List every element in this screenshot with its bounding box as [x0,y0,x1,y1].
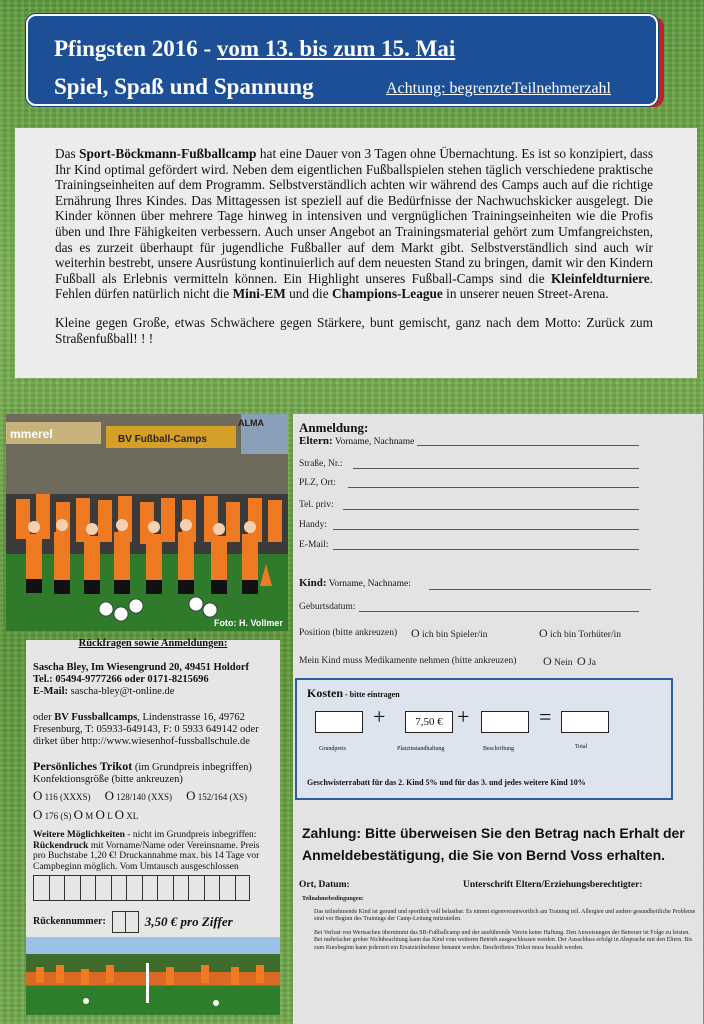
child-label: Kind: Vorname, Nachname: [299,577,411,589]
payment-note: Zahlung: Bitte überweisen Sie den Betrag nach Erhalt der Anmeldebestätigung, die Sie von Bernd Voss erhalten. [302,825,685,863]
contact-tel: Tel.: 05494-9777266 oder 0171-8215696 [33,674,209,685]
contact-panel [26,640,280,1012]
size-option[interactable]: O 176 (S) [33,807,72,822]
place-date-label: Ort, Datum: [299,880,350,890]
cost-title: Kosten - bitte eintragen [307,686,400,700]
header-banner [26,14,658,106]
plus-sign: + [373,704,386,729]
header-title: Pfingsten 2016 - vom 13. bis zum 15. Mai [54,36,456,61]
lettering-field[interactable] [481,711,529,733]
contact-title: Rückfragen sowie Anmeldungen: [78,638,228,649]
photo-banner-text-2: BV Fußball-Camps [118,434,207,445]
parents-name-line[interactable] [417,445,639,446]
equals-sign: = [539,704,552,729]
phone-label: Tel. priv: [299,500,334,510]
size-options-row-2 [33,809,273,822]
maintenance-fee-label: Platzinstandhaltung [397,746,445,752]
intro-text-box [15,128,697,378]
name-print-grid[interactable] [33,875,273,901]
intro-paragraph-1: Das Sport-Böckmann-Fußballcamp hat eine Dauer von 3 Tagen ohne Übernachtung. Es ist so konzipiert, dass Ihr Kind optimal gefördert wird. Neben dem eigentlichen Fußballspielen stehen täglich verschiedene praktische Trainingseinheiten auf dem Programm. Selbstverständlich achten wir während des Camps auch auf die richtige Ernährung Ihres Kindes. Das Mittagessen ist speziell auf die Bedürfnisse der Nachwuchskicker ausgelegt. Die Kinder können über mehrere Tage hinweg in intensiven und vergnüglichen Trainingseinheiten wie die Profis üben und Ihre Fähigkeiten verbessern. Auch unser Angebot an Trainingsmaterial gehört zum Umfangreichsten, das es zurzeit überhaupt für jugendliche Fußballer auf dem Markt gibt. Selbstverständlich sind auch wir weiterhin bestrebt, unsere Ausrüstung kontinuierlich auf dem neuesten Stand zu bringen, damit wir den Kindern Fußball als Erlebnis vermitteln können. Ein Highlight unseres Fußball-Camps sind die Kleinfeldturniere. Fehlen dürfen natürlich nicht die Mini-EM und die Champions-League in unserer neuen Street-Arena. [55,146,653,302]
intro-paragraph-2: Kleine gegen Große, etwas Schwächere gegen Stärkere, bunt gemischt, ganz nach dem Motto: Zurück zum Straßenfußball! ! ! [55,314,653,346]
contact-email: E-Mail: sascha-bley@t-online.de [33,686,175,697]
terms-paragraph-1: Das teilnehmende Kind ist gesund und sportlich voll belastbar. Es nimmt eigenverantwortlich am Training teil. Allergien und andere gesundheitliche Probleme sind vor Beginn des Trainings der Camp-Leitung mitzuteilen. [314,908,696,922]
birthdate-label: Geburtsdatum: [299,602,356,612]
extras-text: Weitere Möglichkeiten - nicht im Grundpreis inbegriffen: Rückendruck mit Vorname/Name oder Vereinsname. Preis pro Buchstabe 1,20 €! Druckannahme max. bis 14 Tage vor Campbeginn möglich. Vom Umtausch ausgeschlossen [33,830,260,872]
contact-name: Sascha Bley, Im Wiesengrund 20, 49451 Holdorf [33,662,250,673]
medication-yes-option[interactable]: O Ja [577,654,596,668]
medication-label: Mein Kind muss Medikamente nehmen (bitte ankreuzen) [299,656,517,666]
size-option[interactable]: O 116 (XXXS) [33,788,91,803]
position-label: Position (bitte ankreuzen) [299,628,398,638]
size-option[interactable]: O XL [114,807,139,822]
medication-no-option[interactable]: O Nein [543,654,573,668]
email-label: E-Mail: [299,540,329,550]
back-number-row [33,911,273,933]
zip-label: PLZ, Ort: [299,478,336,488]
contact-alternative: oder BV Fussballcamps, Lindenstrasse 16, 49762 Fresenburg, T: 05933-649143, F: 0 5933 649142 oder dirket über http://www.wiesenhof-fussballschule.de [33,712,259,747]
lettering-label: Beschriftung [483,746,514,752]
cost-box [295,678,673,800]
position-goalkeeper-option[interactable]: O ich bin Torhüter/in [539,626,621,640]
mobile-label: Handy: [299,520,327,530]
base-price-label: Grundpreis [319,746,346,752]
street-label: Straße, Nr.: [299,459,343,469]
back-number-price: 3,50 € pro Ziffer [144,914,233,929]
participation-terms [302,896,698,952]
size-option[interactable]: O 128/140 (XXS) [104,788,173,803]
back-number-box-2[interactable] [126,911,139,933]
child-name-line[interactable] [429,589,651,590]
team-photo [26,937,280,1015]
parents-label: Eltern: Vorname, Nachname [299,435,415,447]
phone-line[interactable] [343,509,639,510]
mobile-line[interactable] [333,529,639,530]
header-dates: vom 13. bis zum 15. Mai [216,36,456,61]
total-label: Total [575,744,588,750]
position-player-option[interactable]: O ich bin Spieler/in [411,626,488,640]
back-number-label: Rückennummer: [33,916,106,927]
terms-paragraph-2: Bei Verlust von Wertsachen übernimmt das SB-Fußballcamp und der ausführende Verein keine Haftung. Den Anweisungen der Betreuer ist Folge zu leisten. Bei mehrfacher grober Nichtbeachtung kann das Kind vom weiteren Betrieb ausgeschlossen werden. Der Ausschluss erfolgt in Absprache mit den Eltern. Bis zum Kursbeginn kann jederzeit ein Ersatzteilnehmer benannt werden. Beschriftetes Trikot muss bezahlt werden. [314,929,693,951]
size-options-row-1 [33,790,247,803]
street-line[interactable] [353,468,639,469]
photo-credit: Foto: H. Vollmer [214,618,283,628]
base-price-field[interactable] [315,711,363,733]
signature-label: Unterschrift Eltern/Erziehungsberechtigter: [463,880,643,890]
plus-sign: + [457,704,470,729]
trikot-size-hint: Konfektionsgröße (bitte ankreuzen) [33,774,183,785]
form-title: Anmeldung: [299,420,369,435]
trikot-section-title: Persönliches Trikot (im Grundpreis inbegriffen) [33,759,252,773]
back-number-box-1[interactable] [112,911,126,933]
camp-photo [6,414,288,631]
email-line[interactable] [333,549,639,550]
header-note: Achtung: begrenzteTeilnehmerzahl [386,80,611,97]
header-subtitle: Spiel, Spaß und Spannung [54,74,314,99]
total-field[interactable] [561,711,609,733]
photo-banner-text-3: ALMA [238,418,264,428]
zip-line[interactable] [348,487,639,488]
size-option[interactable]: O L [95,807,113,822]
sibling-discount: Geschwisterrabatt für das 2. Kind 5% und für das 3. und jedes weitere Kind 10% [307,778,586,787]
maintenance-fee-field[interactable]: 7,50 € [405,711,453,733]
size-option[interactable]: O M [73,807,94,822]
size-option[interactable]: O 152/164 (XS) [186,788,247,803]
terms-title: Teilnahmebedingungen: [302,896,364,902]
birthdate-line[interactable] [359,611,639,612]
photo-banner-text: mmerel [10,427,53,441]
